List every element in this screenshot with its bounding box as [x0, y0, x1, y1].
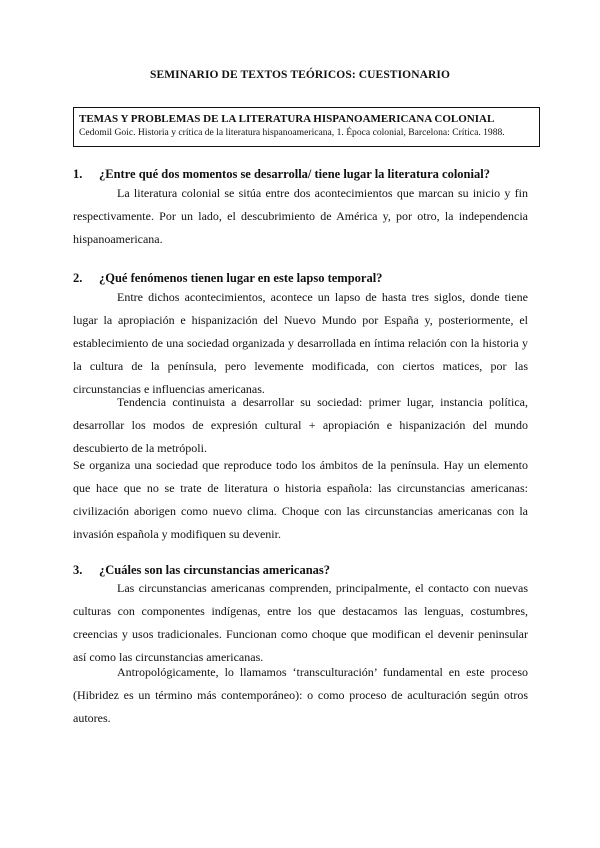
answer-paragraph: Las circunstancias americanas comprenden, principalmente, el contacto con nuevas culturas con componentes indígenas, entre los que destacamos las lenguas, costumbres, creencias y usos tradicionales. Funcionan como choque que modifican el devenir peninsular así como las circunstancias americanas. — [73, 581, 528, 664]
reference-box — [73, 107, 540, 147]
answer-paragraph: Antropológicamente, lo llamamos ‘transculturación’ fundamental en este proceso (Hibridez es un término más contemporáneo): o como proceso de aculturación según otros autores. — [73, 665, 528, 725]
question-text: ¿Cuáles son las circunstancias americanas? — [99, 563, 331, 577]
question-3-heading — [73, 562, 533, 578]
answer-paragraph: Se organiza una sociedad que reproduce todo los ámbitos de la península. Hay un elemento que hace que no se trate de literatura o historia española: las circunstancias americanas: civilización aborigen como nuevo clima. Choque con las circunstancias americanas con la invasión española y modifiquen su devenir. — [73, 458, 528, 541]
answer-paragraph: Entre dichos acontecimientos, acontece un lapso de hasta tres siglos, donde tiene lugar la apropiación e hispanización del Nuevo Mundo por España y, posteriormente, el establecimiento de una sociedad organizada y desarrollada en íntima relación con la historia y la cultura de la península, pero levemente modificada, con ciertos matices, por las circunstancias e influencias americanas. — [73, 290, 528, 396]
document-title: SEMINARIO DE TEXTOS TEÓRICOS: CUESTIONARIO — [149, 69, 451, 81]
reference-title: TEMAS Y PROBLEMAS DE LA LITERATURA HISPANOAMERICANA COLONIAL — [79, 113, 495, 125]
question-text: ¿Entre qué dos momentos se desarrolla/ tiene lugar la literatura colonial? — [99, 167, 490, 181]
answer-paragraph: La literatura colonial se sitúa entre dos acontecimientos que marcan su inicio y fin respectivamente. Por un lado, el descubrimiento de América y, por otro, la independencia hispanoamericana. — [73, 186, 528, 246]
question-number: 3. — [73, 563, 83, 577]
question-text: ¿Qué fenómenos tienen lugar en este lapso temporal? — [99, 271, 383, 285]
question-1-heading — [73, 166, 533, 182]
question-number: 2. — [73, 271, 83, 285]
question-2-heading — [73, 270, 533, 286]
question-number: 1. — [73, 167, 83, 181]
reference-citation: Cedomil Goic. Historia y crítica de la literatura hispanoamericana, 1. Época colonial, Barcelona: Crítica. 1988. — [79, 127, 505, 138]
answer-paragraph: Tendencia continuista a desarrollar su sociedad: primer lugar, instancia política, desarrollar los modos de expresión cultural + apropiación e hispanización del mundo descubierto de la metrópoli. — [73, 395, 528, 455]
